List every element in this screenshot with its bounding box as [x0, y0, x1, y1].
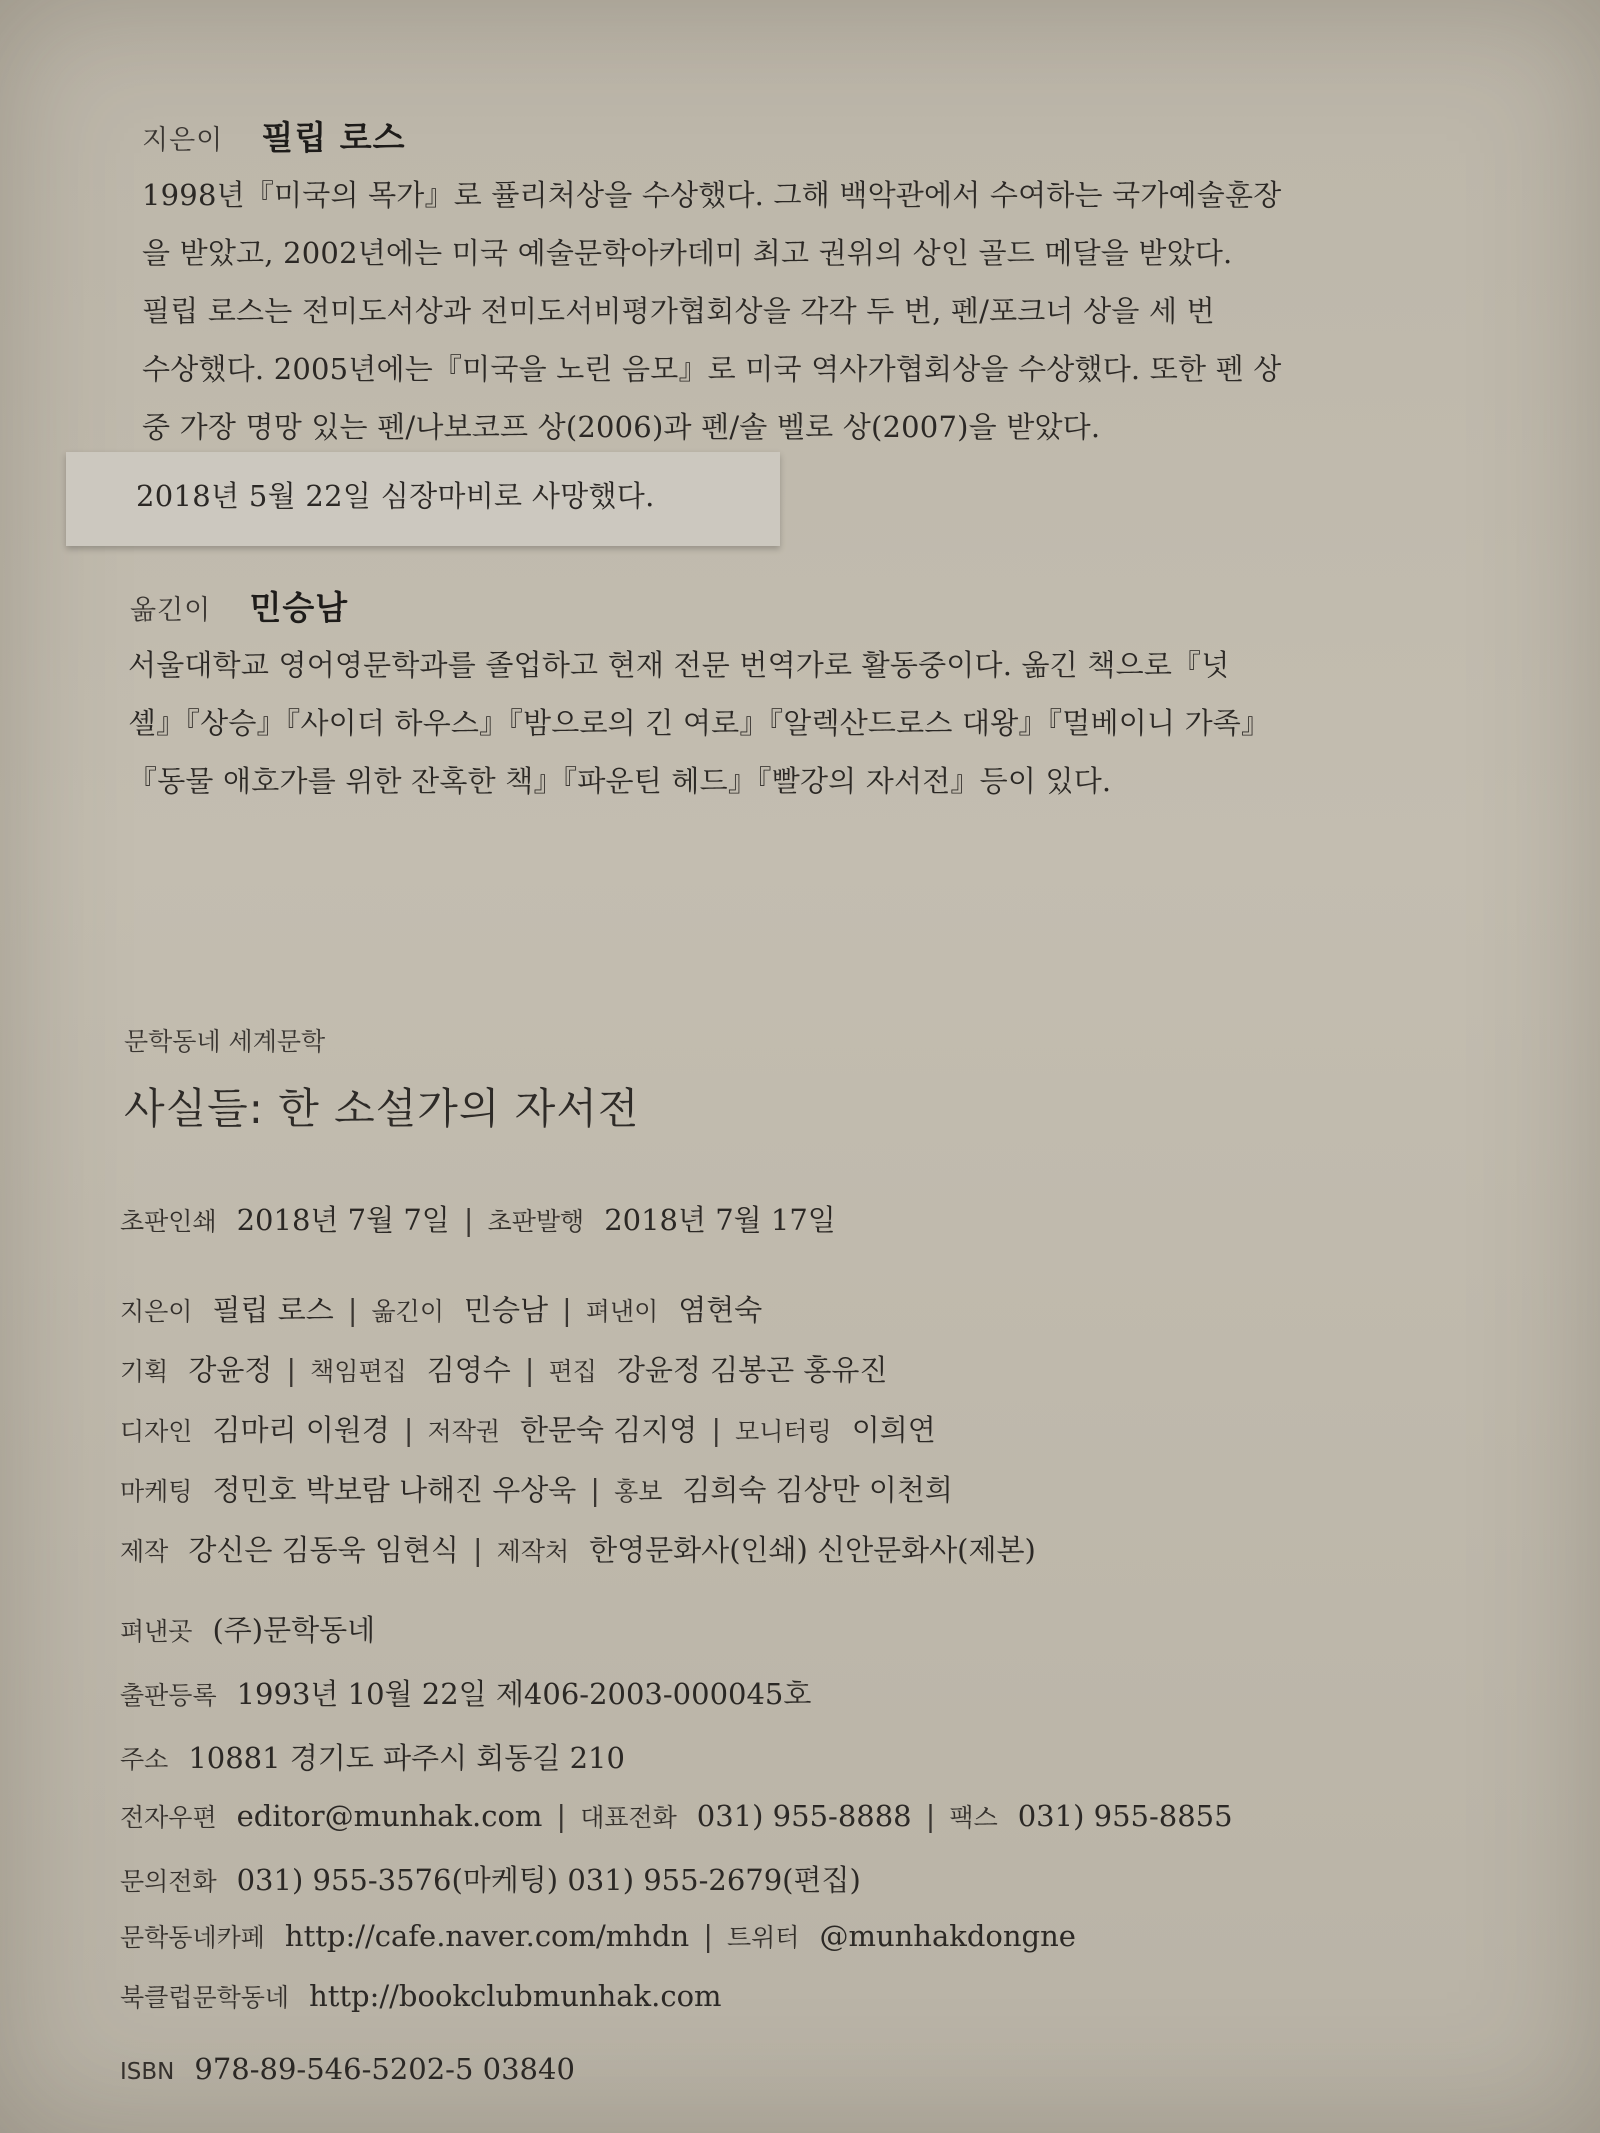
divider: | [925, 1799, 936, 1833]
series-name: 문학동네 세계문학 [124, 1027, 326, 1056]
divider: | [590, 1473, 601, 1507]
credit-label: 지은이 [120, 1297, 193, 1326]
credit-value: 김마리 이원경 [212, 1413, 390, 1447]
info-label: 출판등록 [120, 1681, 217, 1710]
registration-line [120, 1672, 811, 1713]
credit-value: 강윤정 김봉곤 홍유진 [616, 1353, 888, 1387]
author-bio-line: 을 받았고, 2002년에는 미국 예술문학아카데미 최고 권위의 상인 골드 메달을 받았다. [142, 236, 1233, 270]
divider: | [403, 1413, 414, 1447]
credit-value: 필립 로스 [212, 1293, 334, 1327]
cafe-link[interactable]: http://cafe.naver.com/mhdn [284, 1919, 690, 1953]
main-phone: 031) 955-8888 [696, 1799, 912, 1833]
bookclub-line [120, 1978, 722, 2014]
info-label: 북클럽문학동네 [120, 1983, 290, 2012]
credit-label: 기획 [120, 1357, 169, 1386]
credit-value: 이희연 [851, 1413, 936, 1447]
divider: | [463, 1203, 474, 1237]
translator-bio [128, 636, 1448, 810]
translator-heading [130, 582, 348, 629]
credits-line-3 [120, 1408, 936, 1449]
death-note: 2018년 5월 22일 심장마비로 사망했다. [136, 479, 655, 513]
inquiry-phone: 031) 955-3576(마케팅) 031) 955-2679(편집) [236, 1863, 861, 1897]
bookclub-link[interactable]: http://bookclubmunhak.com [309, 1979, 722, 2013]
credit-value: 김영수 [426, 1353, 511, 1387]
credit-value: 김희숙 김상만 이천희 [682, 1473, 953, 1507]
first-print-label: 초판인쇄 [120, 1207, 217, 1236]
credit-value: 민승남 [463, 1293, 549, 1327]
credits-line-5 [120, 1528, 1036, 1569]
author-name: 필립 로스 [261, 118, 406, 157]
info-label: 트위터 [727, 1923, 800, 1952]
author-bio-line: 1998년『미국의 목가』로 퓰리처상을 수상했다. 그해 백악관에서 수여하는 국가예술훈장 [142, 178, 1282, 212]
divider: | [711, 1413, 722, 1447]
divider: | [524, 1353, 535, 1387]
contact-line [120, 1798, 1233, 1834]
author-bio-line: 필립 로스는 전미도서상과 전미도서비평가협회상을 각각 두 번, 펜/포크너 상을 세 번 [142, 294, 1215, 328]
credit-label: 제작처 [496, 1537, 570, 1566]
credit-label: 옮긴이 [371, 1297, 444, 1326]
credit-label: 제작 [120, 1537, 169, 1566]
death-note-strip [66, 452, 780, 546]
author-bio-line: 중 가장 명망 있는 펜/나보코프 상(2006)과 펜/솔 벨로 상(2007)을 받았다. [142, 410, 1101, 444]
info-label: 펴낸곳 [120, 1617, 193, 1646]
credit-label: 저작권 [427, 1417, 500, 1446]
printing-line [120, 1198, 836, 1239]
first-print-date: 2018년 7월 7일 [236, 1203, 450, 1237]
author-label: 지은이 [142, 125, 224, 156]
credits-line-1 [120, 1288, 762, 1329]
author-heading [142, 112, 405, 159]
credit-label: 편집 [548, 1357, 597, 1386]
divider: | [562, 1293, 572, 1327]
info-label: 주소 [120, 1745, 169, 1774]
first-pub-date: 2018년 7월 17일 [604, 1203, 836, 1237]
online-line [120, 1918, 1076, 1954]
publisher-house-line [120, 1608, 375, 1649]
translator-bio-line: 서울대학교 영어영문학과를 졸업하고 현재 전문 번역가로 활동중이다. 옮긴 책으로『넛 [128, 648, 1230, 682]
address-line [120, 1736, 625, 1777]
info-label: 문의전화 [120, 1867, 217, 1896]
credit-label: 펴낸이 [585, 1297, 659, 1326]
translator-name: 민승남 [249, 588, 349, 627]
isbn-label: ISBN [120, 2059, 175, 2085]
credit-label: 홍보 [614, 1477, 663, 1506]
twitter-handle[interactable]: @munhakdongne [819, 1919, 1076, 1953]
credit-label: 마케팅 [120, 1477, 193, 1506]
isbn-number: 978-89-546-5202-5 03840 [194, 2052, 575, 2086]
info-label: 대표전화 [580, 1803, 677, 1832]
credit-value: 한영문화사(인쇄) 신안문화사(제본) [589, 1533, 1036, 1567]
isbn-line [120, 2052, 575, 2086]
divider: | [347, 1293, 358, 1327]
credits-line-2 [120, 1348, 887, 1389]
inquiry-line [120, 1858, 861, 1899]
divider: | [556, 1799, 567, 1833]
credits-line-4 [120, 1468, 953, 1509]
book-title: 사실들: 한 소설가의 자서전 [124, 1084, 640, 1133]
divider: | [286, 1353, 297, 1387]
divider: | [472, 1533, 483, 1567]
info-label: 문학동네카페 [120, 1923, 265, 1952]
credit-label: 모니터링 [735, 1417, 832, 1446]
credit-value: 강윤정 [188, 1353, 273, 1387]
author-bio [142, 166, 1442, 456]
first-pub-label: 초판발행 [487, 1207, 585, 1236]
credit-value: 정민호 박보람 나해진 우상욱 [212, 1473, 577, 1507]
credit-label: 디자인 [120, 1417, 193, 1446]
credit-value: 염현숙 [678, 1293, 763, 1327]
translator-bio-line: 셸』『상승』『사이더 하우스』『밤으로의 긴 여로』『알렉산드로스 대왕』『멀베이니 가족』 [128, 706, 1271, 740]
translator-label: 옮긴이 [130, 595, 212, 626]
translator-bio-line: 『동물 애호가를 위한 잔혹한 책』『파운틴 헤드』『빨강의 자서전』등이 있다. [128, 764, 1112, 798]
info-label: 전자우편 [120, 1803, 217, 1832]
divider: | [703, 1919, 713, 1953]
credit-label: 책임편집 [310, 1357, 407, 1386]
registration-number: 1993년 10월 22일 제406-2003-000045호 [236, 1677, 812, 1711]
credit-value: 강신은 김동욱 임현식 [188, 1533, 459, 1567]
address: 10881 경기도 파주시 회동길 210 [188, 1741, 625, 1775]
credit-value: 한문숙 김지영 [520, 1413, 698, 1447]
author-bio-line: 수상했다. 2005년에는『미국을 노린 음모』로 미국 역사가협회상을 수상했다. 또한 펜 상 [142, 352, 1282, 386]
fax-number: 031) 955-8855 [1017, 1799, 1233, 1833]
info-label: 팩스 [949, 1803, 998, 1832]
publisher-house: (주)문학동네 [212, 1613, 376, 1647]
email-link[interactable]: editor@munhak.com [236, 1799, 543, 1833]
